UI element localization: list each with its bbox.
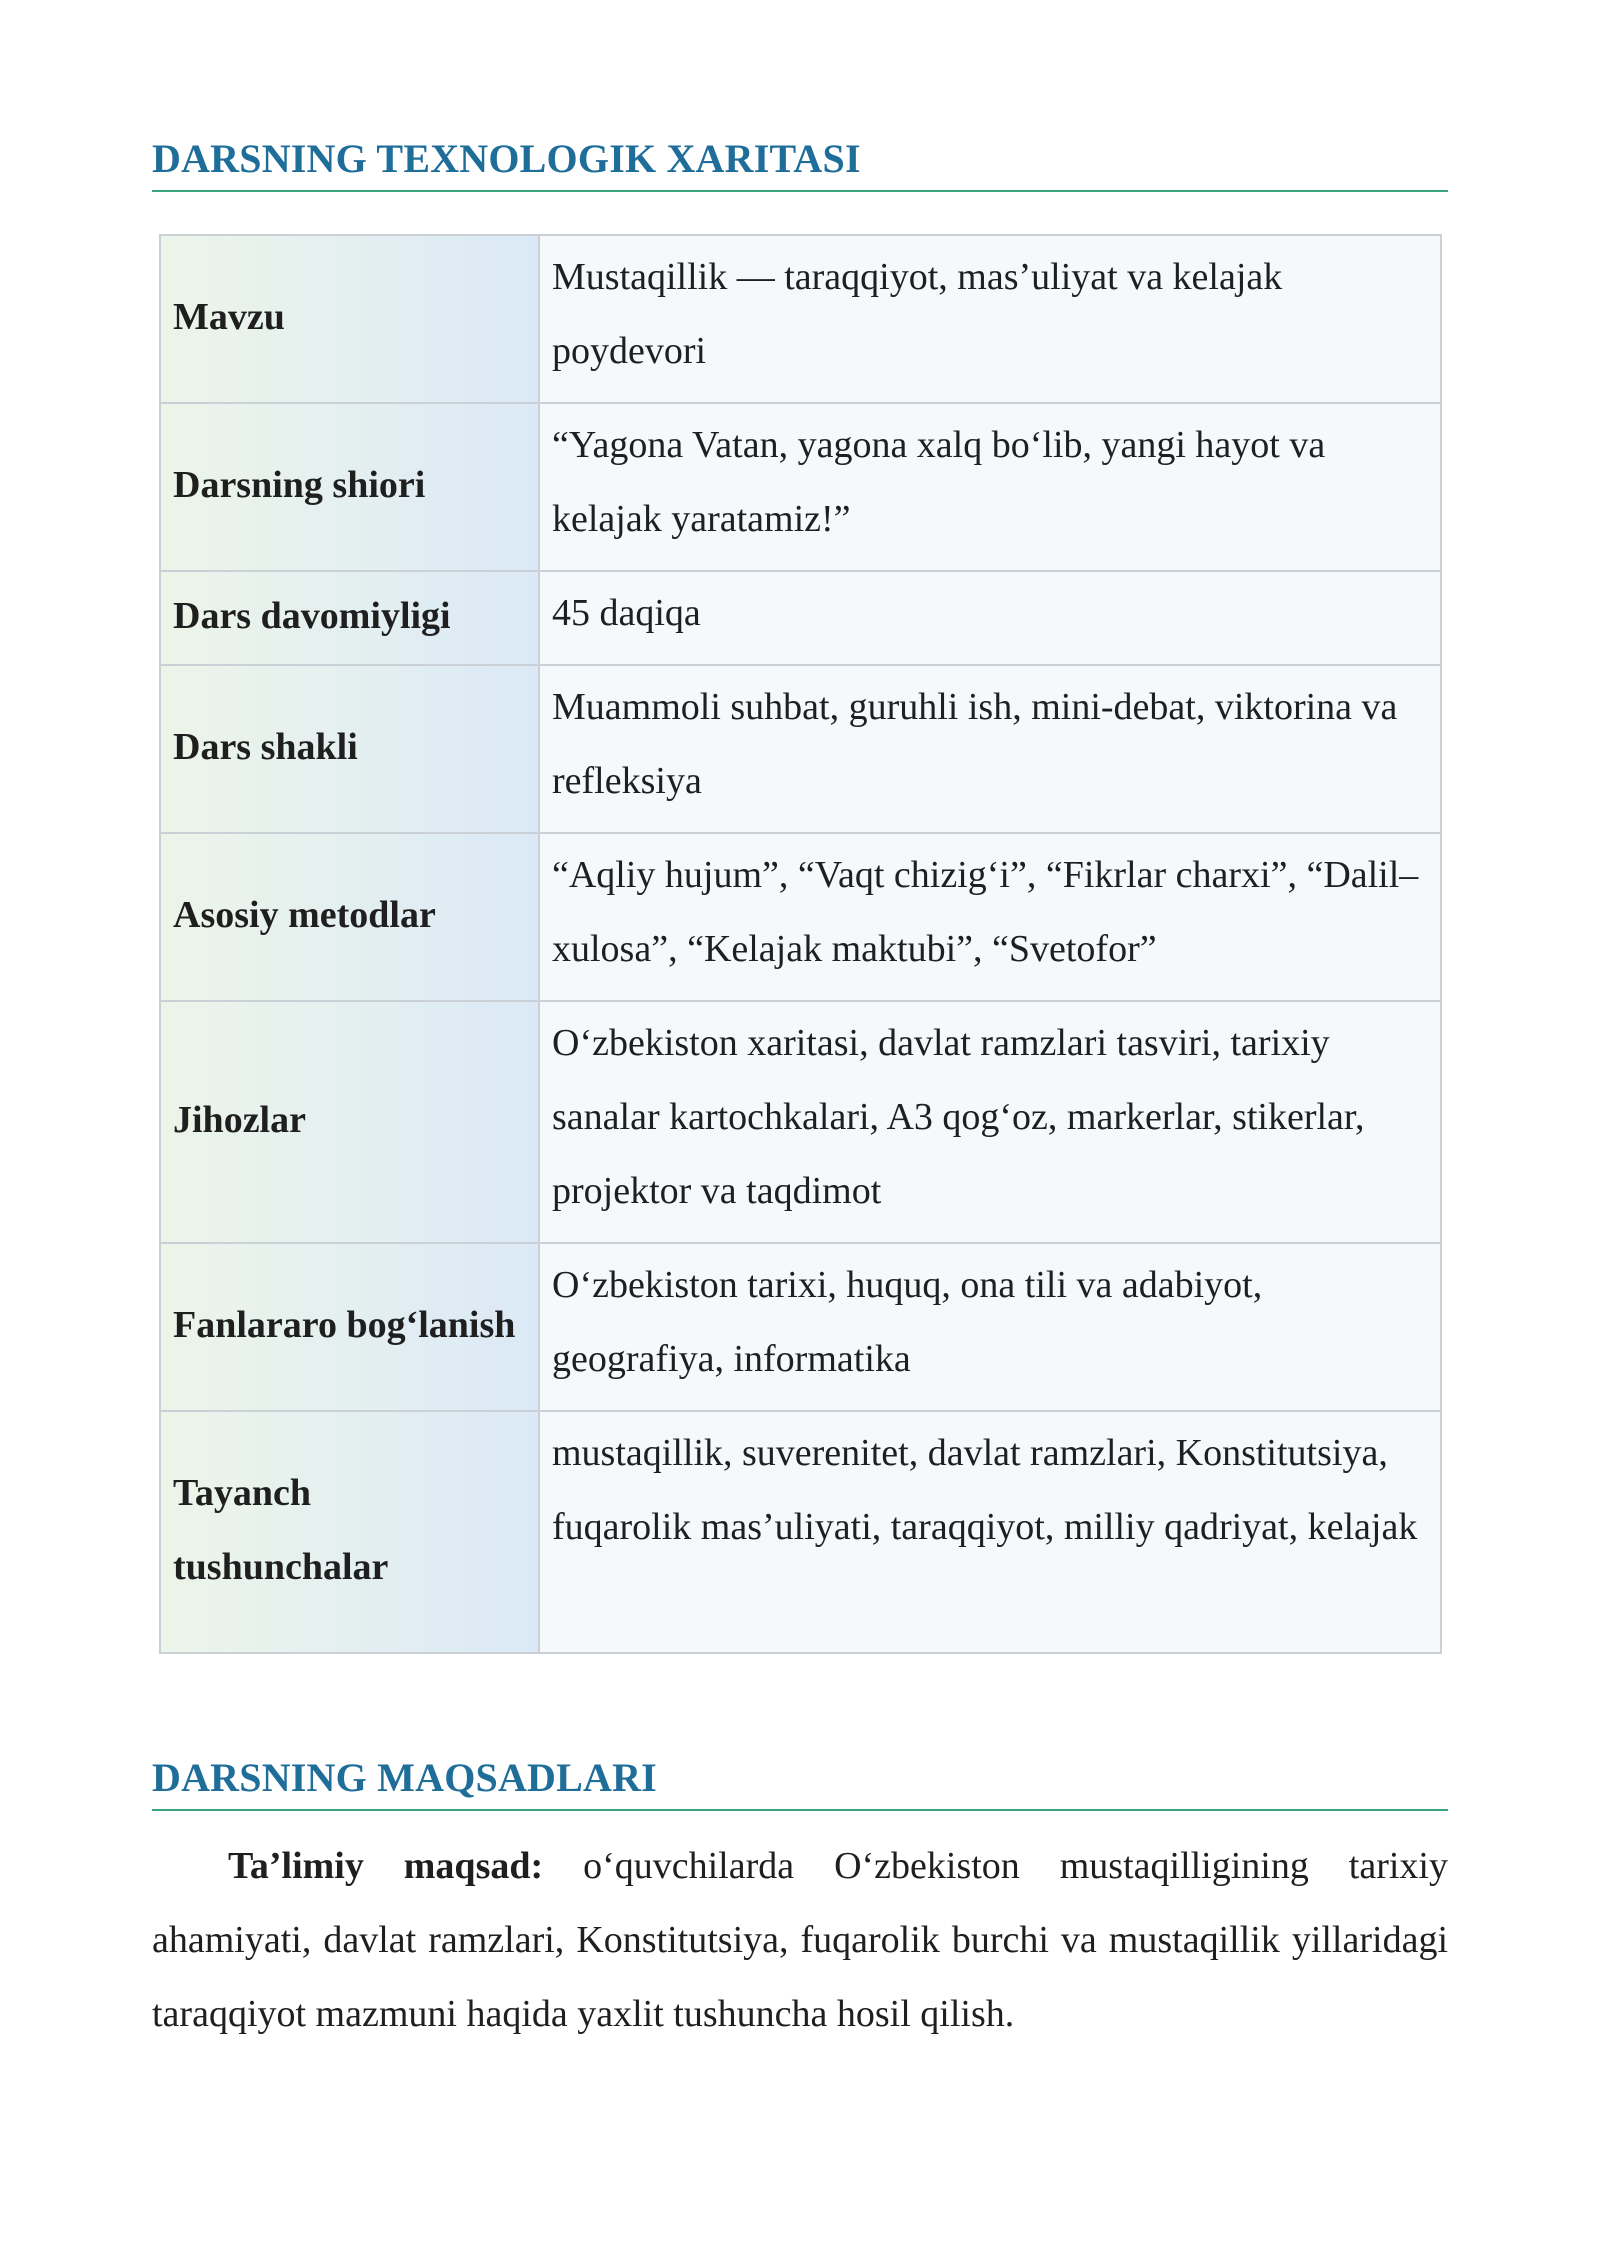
table-row — [160, 665, 1441, 833]
technological-map-table — [159, 234, 1442, 1654]
row-label: Jihozlar — [160, 1001, 539, 1243]
row-value: Mustaqillik — taraqqiyot, mas’uliyat va kelajak poydevori — [539, 235, 1441, 403]
educational-goal-paragraph — [152, 1829, 1448, 2051]
row-label: Dars davomiyligi — [160, 571, 539, 665]
row-value: 45 daqiqa — [539, 571, 1441, 665]
row-value: “Yagona Vatan, yagona xalq bo‘lib, yangi hayot va kelajak yaratamiz!” — [539, 403, 1441, 571]
row-value: O‘zbekiston tarixi, huquq, ona tili va adabiyot, geografiya, informatika — [539, 1243, 1441, 1411]
row-label: Mavzu — [160, 235, 539, 403]
table-row — [160, 1001, 1441, 1243]
row-value: O‘zbekiston xaritasi, davlat ramzlari tasviri, tarixiy sanalar kartochkalari, A3 qog‘oz, markerlar, stikerlar, projektor va taqdimot — [539, 1001, 1441, 1243]
section-heading-lesson-goals: DARSNING MAQSADLARI — [152, 1754, 1448, 1811]
table-row — [160, 1411, 1441, 1653]
row-label: Darsning shiori — [160, 403, 539, 571]
row-label: Fanlararo bog‘lanish — [160, 1243, 539, 1411]
table-row — [160, 571, 1441, 665]
section-heading-technological-map: DARSNING TEXNOLOGIK XARITASI — [152, 135, 1448, 192]
row-value: mustaqillik, suverenitet, davlat ramzlari, Konstitutsiya, fuqarolik mas’uliyati, taraqqiyot, milliy qadriyat, kelajak — [539, 1411, 1441, 1653]
row-label: Asosiy metodlar — [160, 833, 539, 1001]
row-value: Muammoli suhbat, guruhli ish, mini-debat, viktorina va refleksiya — [539, 665, 1441, 833]
row-label: Dars shakli — [160, 665, 539, 833]
table-row — [160, 235, 1441, 403]
row-value: “Aqliy hujum”, “Vaqt chizig‘i”, “Fikrlar charxi”, “Dalil–xulosa”, “Kelajak maktubi”, “Svetofor” — [539, 833, 1441, 1001]
educational-goal-text: o‘quvchilarda O‘zbekiston mustaqilligining tarixiy ahamiyati, davlat ramzlari, Konstitutsiya, fuqarolik burchi va mustaqillik yillaridagi taraqqiyot mazmuni haqida yaxlit tushuncha hosil qilish. — [152, 1845, 1448, 2035]
table-row — [160, 403, 1441, 571]
table-row — [160, 833, 1441, 1001]
document-page — [152, 0, 1448, 2051]
educational-goal-label: Ta’limiy maqsad: — [228, 1845, 544, 1887]
table-row — [160, 1243, 1441, 1411]
row-label: Tayanch tushunchalar — [160, 1411, 539, 1653]
